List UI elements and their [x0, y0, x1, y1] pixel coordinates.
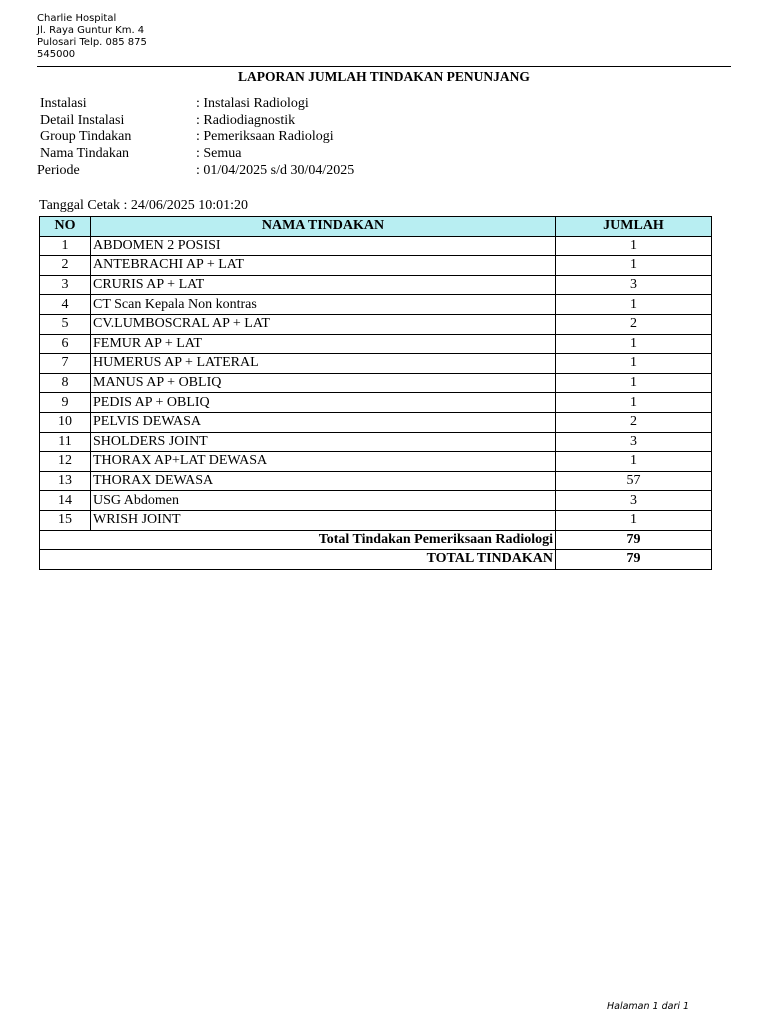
- row-count: 3: [556, 491, 712, 511]
- row-name: FEMUR AP + LAT: [91, 334, 556, 354]
- row-name: ABDOMEN 2 POSISI: [91, 236, 556, 256]
- table-row: [40, 256, 712, 276]
- subtotal-row: [40, 530, 712, 550]
- info-label: Detail Instalasi: [40, 112, 125, 128]
- row-count: 1: [556, 393, 712, 413]
- row-count: 1: [556, 334, 712, 354]
- row-name: USG Abdomen: [91, 491, 556, 511]
- row-count: 2: [556, 314, 712, 334]
- table-row: [40, 510, 712, 530]
- table-row: [40, 393, 712, 413]
- table-row: [40, 236, 712, 256]
- table-row: [40, 334, 712, 354]
- row-number: 8: [40, 373, 91, 393]
- report-title: LAPORAN JUMLAH TINDAKAN PENUNJANG: [238, 69, 530, 84]
- row-name: MANUS AP + OBLIQ: [91, 373, 556, 393]
- total-row: [40, 550, 712, 570]
- row-count: 1: [556, 256, 712, 276]
- row-name: CRURIS AP + LAT: [91, 275, 556, 295]
- table-row: [40, 354, 712, 374]
- row-name: CV.LUMBOSCRAL AP + LAT: [91, 314, 556, 334]
- info-value: : Pemeriksaan Radiologi: [196, 129, 334, 145]
- row-name: PELVIS DEWASA: [91, 412, 556, 432]
- row-count: 1: [556, 354, 712, 374]
- row-name: PEDIS AP + OBLIQ: [91, 393, 556, 413]
- report-table: [39, 216, 712, 570]
- row-count: 1: [556, 295, 712, 315]
- print-timestamp: Tanggal Cetak : 24/06/2025 10:01:20: [39, 198, 248, 213]
- table-row: [40, 314, 712, 334]
- info-value: : Semua: [196, 146, 242, 162]
- column-header-count: JUMLAH: [556, 217, 712, 237]
- row-name: SHOLDERS JOINT: [91, 432, 556, 452]
- row-number: 9: [40, 393, 91, 413]
- info-value: : Instalasi Radiologi: [196, 96, 309, 111]
- row-name: CT Scan Kepala Non kontras: [91, 295, 556, 315]
- table-row: [40, 432, 712, 452]
- row-number: 3: [40, 275, 91, 295]
- row-name: THORAX DEWASA: [91, 471, 556, 491]
- table-row: [40, 295, 712, 315]
- hospital-address-line: 545000: [37, 49, 76, 60]
- row-count: 1: [556, 452, 712, 472]
- info-value: : Radiodiagnostik: [196, 112, 296, 128]
- total-value: 79: [556, 550, 712, 570]
- row-number: 14: [40, 491, 91, 511]
- row-number: 2: [40, 256, 91, 276]
- column-header-name: NAMA TINDAKAN: [91, 217, 556, 237]
- row-number: 13: [40, 471, 91, 491]
- row-count: 1: [556, 510, 712, 530]
- row-count: 1: [556, 373, 712, 393]
- hospital-name: Charlie Hospital: [37, 13, 117, 24]
- column-header-no: NO: [40, 217, 91, 237]
- info-label: Instalasi: [40, 96, 87, 111]
- table-body: [40, 236, 712, 530]
- hospital-header: [37, 13, 147, 61]
- row-number: 7: [40, 354, 91, 374]
- row-count: 1: [556, 236, 712, 256]
- row-name: ANTEBRACHI AP + LAT: [91, 256, 556, 276]
- hospital-address-line: Jl. Raya Guntur Km. 4: [37, 25, 145, 36]
- hospital-address-line: Pulosari Telp. 085 875: [37, 37, 147, 48]
- info-label: Group Tindakan: [40, 129, 132, 145]
- row-count: 2: [556, 412, 712, 432]
- row-number: 10: [40, 412, 91, 432]
- row-count: 57: [556, 471, 712, 491]
- row-name: HUMERUS AP + LATERAL: [91, 354, 556, 374]
- row-number: 11: [40, 432, 91, 452]
- table-row: [40, 412, 712, 432]
- row-number: 15: [40, 510, 91, 530]
- row-number: 12: [40, 452, 91, 472]
- table-row: [40, 471, 712, 491]
- row-name: THORAX AP+LAT DEWASA: [91, 452, 556, 472]
- row-number: 5: [40, 314, 91, 334]
- row-count: 3: [556, 432, 712, 452]
- subtotal-label: Total Tindakan Pemeriksaan Radiologi: [40, 530, 556, 550]
- row-name: WRISH JOINT: [91, 510, 556, 530]
- total-label: TOTAL TINDAKAN: [40, 550, 556, 570]
- row-number: 1: [40, 236, 91, 256]
- table-row: [40, 491, 712, 511]
- row-number: 6: [40, 334, 91, 354]
- table-row: [40, 452, 712, 472]
- row-count: 3: [556, 275, 712, 295]
- subtotal-value: 79: [556, 530, 712, 550]
- table-row: [40, 373, 712, 393]
- info-label: Periode: [37, 162, 80, 178]
- info-label: Nama Tindakan: [40, 146, 130, 162]
- header-divider: [37, 66, 731, 67]
- table-row: [40, 275, 712, 295]
- table-header-row: [40, 217, 712, 237]
- page-number: Halaman 1 dari 1: [607, 1001, 690, 1012]
- row-number: 4: [40, 295, 91, 315]
- info-value: : 01/04/2025 s/d 30/04/2025: [196, 162, 355, 178]
